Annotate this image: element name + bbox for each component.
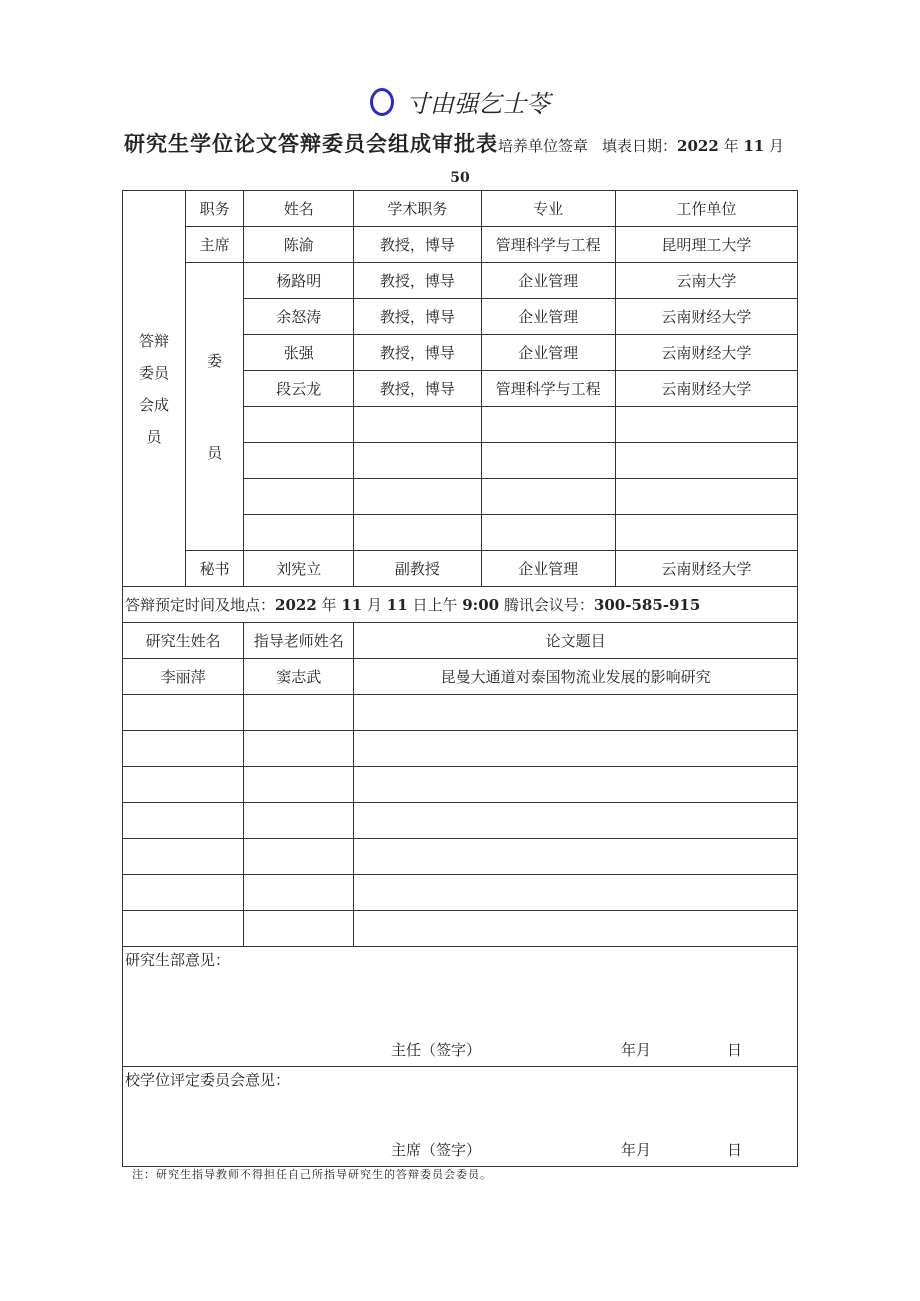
thesis-topic [354, 695, 798, 731]
student-name [123, 911, 244, 947]
committee-section-text: 答辩委员会成员 [139, 331, 170, 446]
student-name [123, 695, 244, 731]
advisor-name [244, 911, 354, 947]
thesis-topic [354, 839, 798, 875]
student-row [123, 731, 798, 767]
member-unit [615, 407, 797, 443]
member-unit: 云南财经大学 [615, 299, 797, 335]
thesis-topic [354, 911, 798, 947]
approval-table [122, 190, 798, 1167]
meeting-id: 300-585-915 [593, 596, 701, 614]
student-name [123, 803, 244, 839]
committee-section-label [123, 191, 186, 587]
chairman-signature: 主席（签字） [391, 1141, 482, 1159]
chair-name: 陈渝 [244, 227, 354, 263]
col-thesis-topic: 论文题目 [354, 623, 798, 659]
secretary-name: 刘宪立 [244, 551, 354, 587]
year-char: 年 [723, 137, 739, 155]
member-unit: 云南大学 [615, 263, 797, 299]
fill-date [602, 137, 784, 155]
sign-label: 培养单位签章 [498, 137, 589, 155]
member-major: 企业管理 [481, 263, 615, 299]
col-advisor-name: 指导老师姓名 [244, 623, 354, 659]
chair-role: 主席 [186, 227, 244, 263]
title-row [124, 128, 814, 158]
member-major: 管理科学与工程 [481, 371, 615, 407]
col-name: 姓名 [244, 191, 354, 227]
member-title [354, 479, 481, 515]
member-title: 教授，博导 [354, 263, 481, 299]
secretary-major: 企业管理 [481, 551, 615, 587]
member-unit [615, 443, 797, 479]
member-major: 企业管理 [481, 299, 615, 335]
committee-opinion-cell [123, 1067, 798, 1167]
committee-header-row [123, 191, 798, 227]
member-name: 余怒涛 [244, 299, 354, 335]
member-unit: 云南财经大学 [615, 335, 797, 371]
student-row [123, 875, 798, 911]
member-unit [615, 479, 797, 515]
chair-major: 管理科学与工程 [481, 227, 615, 263]
graduate-opinion-label: 研究生部意见： [125, 951, 231, 969]
member-title [354, 407, 481, 443]
thesis-topic [354, 731, 798, 767]
header-logo [0, 84, 920, 119]
col-role: 职务 [186, 191, 244, 227]
col-major: 专业 [481, 191, 615, 227]
member-title: 教授，博导 [354, 299, 481, 335]
date-month: 11 [743, 137, 765, 155]
schedule-year-char: 年 [321, 596, 337, 614]
committee-opinion-label: 校学位评定委员会意见： [125, 1071, 291, 1089]
chair-title: 教授，博导 [354, 227, 481, 263]
student-name: 李丽萍 [123, 659, 244, 695]
student-row [123, 839, 798, 875]
circle-logo-icon [370, 88, 394, 116]
student-name [123, 875, 244, 911]
schedule-row [123, 587, 798, 623]
student-row [123, 911, 798, 947]
secretary-title: 副教授 [354, 551, 481, 587]
member-row [123, 263, 798, 299]
graduate-opinion-row [123, 947, 798, 1067]
student-row [123, 659, 798, 695]
member-major [481, 515, 615, 551]
member-title [354, 443, 481, 479]
member-unit [615, 515, 797, 551]
member-major [481, 479, 615, 515]
schedule-month-char: 月 [367, 596, 383, 614]
month-char: 月 [769, 137, 785, 155]
form-title: 研究生学位论文答辩委员会组成审批表 [124, 132, 498, 156]
member-name: 段云龙 [244, 371, 354, 407]
student-header-row [123, 623, 798, 659]
schedule-label: 答辩预定时间及地点： [125, 596, 276, 614]
thesis-topic: 昆曼大通道对泰国物流业发展的影响研究 [354, 659, 798, 695]
member-name [244, 407, 354, 443]
committee-day: 日 [727, 1141, 743, 1159]
member-label [186, 263, 244, 551]
advisor-name [244, 695, 354, 731]
secretary-role: 秘书 [186, 551, 244, 587]
secretary-row [123, 551, 798, 587]
member-title: 教授，博导 [354, 335, 481, 371]
student-name [123, 767, 244, 803]
thesis-topic [354, 803, 798, 839]
advisor-name: 窦志武 [244, 659, 354, 695]
member-name: 杨路明 [244, 263, 354, 299]
member-major [481, 443, 615, 479]
col-student-name: 研究生姓名 [123, 623, 244, 659]
member-unit: 云南财经大学 [615, 371, 797, 407]
member-name: 张强 [244, 335, 354, 371]
footnote: 注：研究生指导教师不得担任自己所指导研究生的答辩委员会委员。 [132, 1168, 492, 1181]
member-name [244, 515, 354, 551]
schedule-day-char: 日上午 [412, 596, 458, 614]
form-number: 50 [450, 170, 470, 186]
student-name [123, 731, 244, 767]
member-major: 企业管理 [481, 335, 615, 371]
student-name [123, 839, 244, 875]
col-unit: 工作单位 [615, 191, 797, 227]
member-name [244, 479, 354, 515]
thesis-topic [354, 767, 798, 803]
chair-unit: 昆明理工大学 [615, 227, 797, 263]
schedule-month: 11 [341, 596, 363, 614]
date-year: 2022 [677, 137, 719, 155]
member-label-text: 委员 [207, 351, 223, 462]
date-label: 填表日期： [602, 137, 678, 155]
schedule-time: 9:00 [462, 596, 500, 614]
advisor-name [244, 875, 354, 911]
student-row [123, 803, 798, 839]
advisor-name [244, 803, 354, 839]
graduate-day: 日 [727, 1041, 743, 1059]
logo-text: 寸由强乞士苓 [406, 90, 550, 118]
col-academic-title: 学术职务 [354, 191, 481, 227]
committee-year-month: 年月 [621, 1141, 652, 1159]
committee-opinion-row [123, 1067, 798, 1167]
advisor-name [244, 767, 354, 803]
thesis-topic [354, 875, 798, 911]
student-row [123, 695, 798, 731]
member-title: 教授，博导 [354, 371, 481, 407]
student-row [123, 767, 798, 803]
schedule-year: 2022 [275, 596, 317, 614]
graduate-opinion-cell [123, 947, 798, 1067]
graduate-year-month: 年月 [621, 1041, 652, 1059]
secretary-unit: 云南财经大学 [615, 551, 797, 587]
schedule-day: 11 [386, 596, 408, 614]
chair-row [123, 227, 798, 263]
member-major [481, 407, 615, 443]
director-signature: 主任（签字） [391, 1041, 482, 1059]
advisor-name [244, 731, 354, 767]
schedule-cell [123, 587, 798, 623]
member-title [354, 515, 481, 551]
meeting-label: 腾讯会议号： [503, 596, 594, 614]
advisor-name [244, 839, 354, 875]
member-name [244, 443, 354, 479]
